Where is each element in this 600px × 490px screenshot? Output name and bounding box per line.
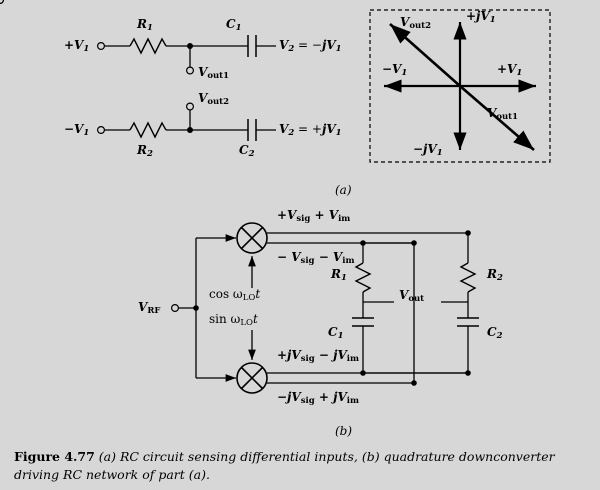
label-v2-bottom-expression: $V_2 = +jV_1$ bbox=[279, 122, 342, 139]
figure-number: Figure 4.77 bbox=[14, 449, 95, 464]
label-axis-minus-jv1: $-jV_1$ bbox=[413, 142, 443, 159]
label-mixer1-out-top: $+V_{sig} + V_{im}$ bbox=[277, 208, 351, 225]
label-input-minus-v1: $-V_1$ bbox=[64, 122, 90, 139]
label-vout2: $V_{out2}$ bbox=[198, 91, 230, 108]
phasor-diagram bbox=[370, 10, 550, 162]
part-a-bottom-branch bbox=[98, 103, 276, 141]
label-r2-partb: $R_2$ bbox=[487, 267, 503, 284]
label-r1-partb: $R_1$ bbox=[331, 267, 347, 284]
label-mixer2-out-top: $+jV_{sig} - jV_{im}$ bbox=[277, 348, 359, 365]
figure-caption bbox=[14, 448, 586, 484]
label-capacitor-c1: $C_1$ bbox=[226, 17, 242, 34]
label-c1-partb: $C_1$ bbox=[328, 325, 344, 342]
figure-caption-text: (a) RC circuit sensing differential inputs, (b) quadrature downconverter driving RC network of part (a). bbox=[14, 449, 555, 483]
label-axis-plus-jv1: $+jV_1$ bbox=[466, 9, 496, 26]
part-a-top-branch bbox=[98, 35, 276, 74]
label-vector-vout2: $V_{out2}$ bbox=[400, 15, 432, 32]
label-lo-cos: $\cos \omega_{LO}t$ bbox=[209, 287, 261, 304]
label-mixer1-out-bottom: − $V_{sig} - V_{im}$ bbox=[277, 250, 355, 267]
label-vector-vout1: $V_{out1}$ bbox=[487, 106, 519, 123]
label-axis-plus-v1: $+V_1$ bbox=[497, 62, 523, 79]
label-vout-partb: $V_{out}$ bbox=[399, 288, 425, 305]
label-c2-partb: $C_2$ bbox=[487, 325, 503, 342]
part-a-label: (a) bbox=[335, 183, 352, 197]
label-axis-minus-v1: $-V_1$ bbox=[382, 62, 408, 79]
label-vout1: $V_{out1}$ bbox=[198, 65, 230, 82]
label-resistor-r1: $R_1$ bbox=[137, 17, 153, 34]
label-resistor-r2: $R_2$ bbox=[137, 143, 153, 160]
label-input-plus-v1: $+V_1$ bbox=[64, 38, 90, 55]
label-vrf: $V_{RF}$ bbox=[138, 300, 161, 317]
label-v2-top-expression: $V_2 = -jV_1$ bbox=[279, 38, 342, 55]
label-mixer2-out-bottom: $-jV_{sig} + jV_{im}$ bbox=[277, 390, 359, 407]
label-capacitor-c2: $C_2$ bbox=[239, 143, 255, 160]
label-lo-sin: $\sin \omega_{LO}t$ bbox=[209, 312, 258, 329]
part-b-label: (b) bbox=[335, 424, 353, 438]
